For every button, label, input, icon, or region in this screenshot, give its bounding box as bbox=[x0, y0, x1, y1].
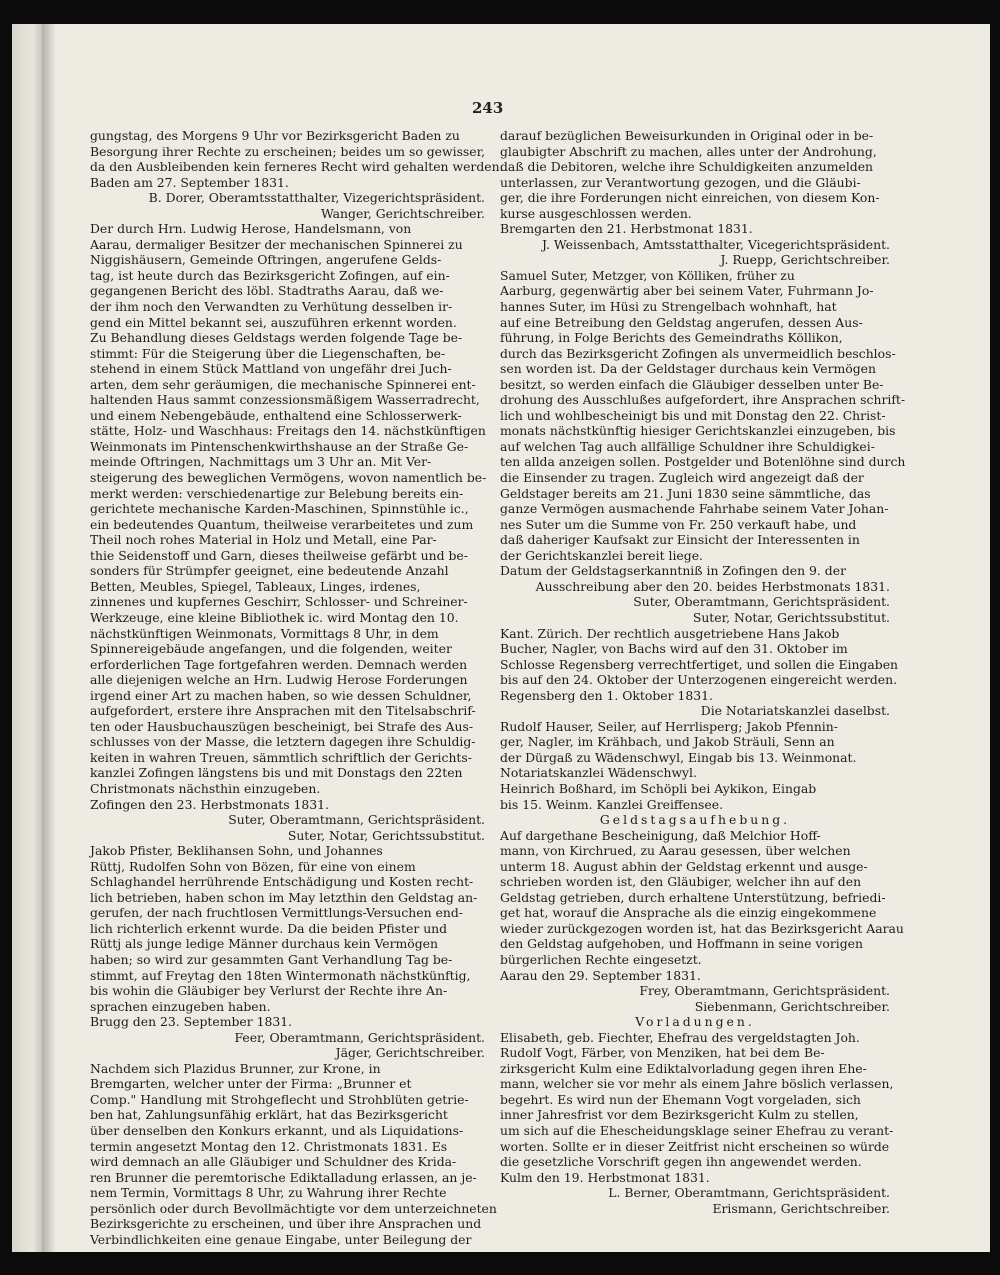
text-line: arten, dem sehr geräumigen, die mechanische Spinnerei ent- bbox=[90, 376, 476, 392]
text-line: meinde Oftringen, Nachmittags um 3 Uhr an. Mit Ver- bbox=[90, 454, 432, 470]
text-line: tag, ist heute durch das Bezirksgericht Zofingen, auf ein- bbox=[90, 267, 450, 283]
text-line: Ausschreibung aber den 20. beides Herbstmonats 1831. bbox=[535, 578, 890, 594]
text-line: gungstag, des Morgens 9 Uhr vor Bezirksgericht Baden zu bbox=[90, 128, 460, 143]
text-line: Kulm den 19. Herbstmonat 1831. bbox=[500, 1169, 710, 1185]
text-line: der ihm noch den Verwandten zu Verhütung desselben ir- bbox=[90, 299, 453, 315]
text-line: schlusses von der Masse, die letztern dagegen ihre Schuldig- bbox=[90, 734, 476, 750]
text-line: keiten in wahren Treuen, sämmtlich schriftlich der Gerichts- bbox=[90, 749, 472, 765]
text-line: Brugg den 23. September 1831. bbox=[90, 1014, 293, 1030]
text-line: ren Brunner die peremtorische Ediktalladung erlassen, an je- bbox=[90, 1169, 477, 1185]
text-line: der Dürgaß zu Wädenschwyl, Eingab bis 13. Weinmonat. bbox=[500, 749, 857, 765]
text-line: aufgefordert, erstere ihre Ansprachen mit den Titelsabschrif- bbox=[90, 703, 476, 719]
text-line: stimmt: Für die Steigerung über die Liegenschaften, be- bbox=[90, 345, 446, 361]
text-line: nächstkünftigen Weinmonats, Vormittags 8 Uhr, in dem bbox=[90, 625, 439, 641]
text-line: Werkzeuge, eine kleine Bibliothek ic. wird Montag den 10. bbox=[90, 609, 459, 625]
text-line: Comp." Handlung mit Strohgeflecht und Strohblüten getrie- bbox=[90, 1091, 469, 1107]
text-line: sonders für Strümpfer geeignet, eine bedeutende Anzahl bbox=[90, 563, 449, 579]
text-line: Jakob Pfister, Beklihansen Sohn, und Johannes bbox=[90, 843, 383, 859]
text-line: L. Berner, Oberamtmann, Gerichtspräsident. bbox=[608, 1185, 890, 1201]
text-line: unterlassen, zur Verantwortung gezogen, und die Gläubi- bbox=[500, 174, 861, 190]
newspaper-page bbox=[12, 24, 990, 1252]
text-line: Verbindlichkeiten eine genaue Eingabe, unter Beilegung der bbox=[90, 1231, 472, 1247]
text-line: bis auf den 24. Oktober der Unterzogenen eingereicht werden. bbox=[500, 672, 898, 688]
text-line: Der durch Hrn. Ludwig Herose, Handelsmann, von bbox=[90, 221, 412, 237]
text-line: sen worden ist. Da der Geldstager durchaus kein Vermögen bbox=[500, 361, 876, 377]
text-line: die Einsender zu tragen. Zugleich wird angezeigt daß der bbox=[500, 470, 864, 486]
text-line: steigerung des beweglichen Vermögens, wovon namentlich be- bbox=[90, 470, 487, 486]
text-line: bis wohin die Gläubiger bey Verlurst der Rechte ihre An- bbox=[90, 983, 448, 999]
text-line: mann, von Kirchrued, zu Aarau gesessen, über welchen bbox=[500, 843, 851, 859]
text-line: gerufen, der nach fruchtlosen Vermittlungs-Versuchen end- bbox=[90, 905, 463, 921]
text-line: Geldstager bereits am 21. Juni 1830 seine sämmtliche, das bbox=[500, 485, 871, 501]
text-line: lich richterlich erkennt wurde. Da die beiden Pfister und bbox=[90, 920, 448, 936]
text-line: Bremgarten, welcher unter der Firma: „Brunner et bbox=[90, 1076, 412, 1092]
text-line: wieder zurückgezogen worden ist, hat das Bezirksgericht Aarau bbox=[500, 920, 904, 936]
text-line: irgend einer Art zu machen haben, so wie dessen Schuldner, bbox=[90, 687, 472, 703]
text-line: Heinrich Boßhard, im Schöpli bei Aykikon, Eingab bbox=[500, 780, 817, 796]
text-line: stätte, Holz- und Waschhaus: Freitags den 14. nächstkünftigen bbox=[90, 423, 486, 439]
text-line: gend ein Mittel bekannt sei, auszuführen erkennt worden. bbox=[90, 314, 457, 330]
text-line: ganze Vermögen ausmachende Fahrhabe seinem Vater Johan- bbox=[500, 501, 889, 517]
text-line: Regensberg den 1. Oktober 1831. bbox=[500, 687, 713, 703]
text-line: Zofingen den 23. Herbstmonats 1831. bbox=[90, 796, 329, 812]
text-line: haltenden Haus sammt conzessionsmäßigem Wasserradrecht, bbox=[90, 392, 480, 408]
text-line: B. Dorer, Oberamtsstatthalter, Vizegerichtspräsident. bbox=[148, 190, 485, 206]
text-line: auf welchen Tag auch allfällige Schuldner ihre Schuldigkei- bbox=[500, 438, 875, 454]
text-line: darauf bezüglichen Beweisurkunden in Original oder in be- bbox=[500, 128, 874, 143]
text-line: thie Seidenstoff und Garn, dieses theilweise gefärbt und be- bbox=[90, 547, 468, 563]
previous-page-edge bbox=[12, 24, 42, 1252]
text-line: den Geldstag aufgehoben, und Hoffmann in seine vorigen bbox=[500, 936, 863, 952]
left-column bbox=[90, 128, 504, 1247]
text-line: Notariatskanzlei Wädenschwyl. bbox=[500, 765, 697, 781]
text-line: der Gerichtskanzlei bereit liege. bbox=[500, 547, 703, 563]
text-line: worten. Sollte er in dieser Zeitfrist nicht erscheinen so würde bbox=[500, 1138, 890, 1154]
text-line: ger, die ihre Forderungen nicht einreichen, von diesem Kon- bbox=[500, 190, 880, 206]
text-line: Geldstagsaufhebung. bbox=[599, 812, 791, 828]
text-line: daß die Debitoren, welche ihre Schuldigkeiten anzumelden bbox=[500, 159, 874, 175]
text-line: inner Jahresfrist vor dem Bezirksgericht Kulm zu stellen, bbox=[500, 1107, 859, 1123]
text-line: kurse ausgeschlossen werden. bbox=[500, 205, 692, 221]
text-line: merkt werden: verschiedenartige zur Belebung bereits ein- bbox=[90, 485, 464, 501]
text-line: Spinnereigebäude angefangen, und die folgenden, weiter bbox=[90, 641, 452, 657]
text-line: Feer, Oberamtmann, Gerichtspräsident. bbox=[234, 1029, 485, 1045]
text-line: Erismann, Gerichtschreiber. bbox=[712, 1200, 890, 1216]
text-line: stehend in einem Stück Mattland von ungefähr drei Juch- bbox=[90, 361, 452, 377]
text-line: Weinmonats im Pintenschenkwirthshause an der Straße Ge- bbox=[90, 438, 469, 454]
text-line: wird demnach an alle Gläubiger und Schuldner des Krida- bbox=[90, 1154, 457, 1170]
text-line: führung, in Folge Berichts des Gemeindraths Köllikon, bbox=[500, 330, 843, 346]
text-line: begehrt. Es wird nun der Ehemann Vogt vorgeladen, sich bbox=[500, 1091, 861, 1107]
text-line: Suter, Oberamtmann, Gerichtspräsident. bbox=[228, 812, 485, 828]
text-line: Theil noch rohes Material in Holz und Metall, eine Par- bbox=[90, 532, 437, 548]
text-line: um sich auf die Ehescheidungsklage seiner Ehefrau zu verant- bbox=[500, 1123, 894, 1138]
text-line: da den Ausbleibenden kein ferneres Recht wird gehalten werden. bbox=[90, 159, 504, 175]
text-line: alle diejenigen welche an Hrn. Ludwig Herose Forderungen bbox=[90, 672, 468, 688]
text-line: schrieben worden ist, den Gläubiger, welcher ihn auf den bbox=[500, 874, 862, 890]
text-line: stimmt, auf Freytag den 18ten Wintermonath nächstkünftig, bbox=[90, 967, 471, 983]
text-line: bürgerlichen Rechte eingesetzt. bbox=[500, 951, 702, 967]
text-line: Schlosse Regensberg verrechtfertiget, und sollen die Eingaben bbox=[500, 656, 899, 672]
text-line: gegangenen Bericht des löbl. Stadtraths Aarau, daß we- bbox=[90, 283, 444, 299]
text-line: hannes Suter, im Hüsi zu Strengelbach wohnhaft, hat bbox=[500, 299, 837, 315]
text-line: Geldstag getrieben, durch erhaltene Unterstützung, befriedi- bbox=[500, 889, 886, 905]
text-line: ger, Nagler, im Krähbach, und Jakob Sträuli, Senn an bbox=[500, 734, 835, 750]
page-number: 243 bbox=[472, 99, 504, 117]
text-line: gerichtete mechanische Karden-Maschinen, Spinnstühle ic., bbox=[90, 501, 469, 517]
text-line: daß daheriger Kaufsakt zur Einsicht der Interessenten in bbox=[500, 532, 860, 548]
text-line: Baden am 27. September 1831. bbox=[90, 174, 289, 190]
text-line: Bucher, Nagler, von Bachs wird auf den 31. Oktober im bbox=[500, 641, 848, 657]
text-line: sprachen einzugeben haben. bbox=[90, 998, 271, 1014]
text-line: Aarburg, gegenwärtig aber bei seinem Vater, Fuhrmann Jo- bbox=[500, 283, 874, 299]
text-line: drohung des Ausschlußes aufgefordert, ihre Ansprachen schrift- bbox=[500, 392, 906, 408]
text-line: persönlich oder durch Bevollmächtigte vor dem unterzeichneten bbox=[90, 1200, 497, 1216]
text-line: lich betrieben, haben schon im May letzthin den Geldstag an- bbox=[90, 889, 478, 905]
text-line: Christmonats nächsthin einzugeben. bbox=[90, 780, 321, 796]
text-line: Auf dargethane Bescheinigung, daß Melchior Hoff- bbox=[500, 827, 821, 843]
text-line: Aarau den 29. September 1831. bbox=[500, 967, 701, 983]
text-line: Suter, Notar, Gerichtssubstitut. bbox=[287, 827, 485, 843]
text-line: Niggishäusern, Gemeinde Oftringen, angerufene Gelds- bbox=[90, 252, 442, 268]
text-line: haben; so wird zur gesammten Gant Verhandlung Tag be- bbox=[90, 951, 453, 967]
text-line: und einem Nebengebäude, enthaltend eine Schlosserwerk- bbox=[90, 407, 462, 423]
text-line: Datum der Geldstagserkanntniß in Zofingen den 9. der bbox=[500, 563, 846, 579]
text-line: mann, welcher sie vor mehr als einem Jahre böslich verlassen, bbox=[500, 1076, 894, 1092]
text-line: Zu Behandlung dieses Geldstags werden folgende Tage be- bbox=[90, 330, 463, 346]
text-line: Rudolf Hauser, Seiler, auf Herrlisperg; Jakob Pfennin- bbox=[500, 718, 838, 734]
text-line: Frey, Oberamtmann, Gerichtspräsident. bbox=[639, 983, 890, 999]
text-line: Bezirksgerichte zu erscheinen, und über ihre Ansprachen und bbox=[90, 1216, 482, 1232]
text-line: nem Termin, Vormittags 8 Uhr, zu Wahrung ihrer Rechte bbox=[90, 1185, 447, 1201]
text-line: ben hat, Zahlungsunfähig erklärt, hat das Bezirksgericht bbox=[90, 1107, 448, 1123]
text-line: get hat, worauf die Ansprache als die einzig eingekommene bbox=[500, 905, 877, 921]
text-line: zirksgericht Kulm eine Ediktalvorladung gegen ihren Ehe- bbox=[500, 1060, 867, 1076]
text-line: Bremgarten den 21. Herbstmonat 1831. bbox=[500, 221, 753, 237]
text-line: Elisabeth, geb. Fiechter, Ehefrau des vergeldstagten Joh. bbox=[500, 1029, 860, 1045]
text-line: J. Weissenbach, Amtsstatthalter, Vicegerichtspräsident. bbox=[542, 236, 890, 252]
text-line: Schlaghandel herrührende Entschädigung und Kosten recht- bbox=[90, 874, 474, 890]
text-line: Siebenmann, Gerichtschreiber. bbox=[694, 998, 890, 1014]
text-line: kanzlei Zofingen längstens bis und mit Donstags den 22ten bbox=[90, 765, 463, 781]
text-line: Rüttj, Rudolfen Sohn von Bözen, für eine von einem bbox=[90, 858, 416, 874]
text-line: besitzt, so werden einfach die Gläubiger desselben unter Be- bbox=[500, 376, 884, 392]
text-line: die gesetzliche Vorschrift gegen ihn angewendet werden. bbox=[500, 1154, 862, 1170]
text-line: termin angesetzt Montag den 12. Christmonats 1831. Es bbox=[90, 1138, 448, 1154]
text-line: Betten, Meubles, Spiegel, Tableaux, Linges, irdenes, bbox=[90, 578, 421, 594]
text-line: Samuel Suter, Metzger, von Kölliken, früher zu bbox=[500, 267, 795, 283]
text-line: J. Ruepp, Gerichtschreiber. bbox=[720, 252, 890, 268]
text-line: lich und wohlbescheinigt bis und mit Donstag den 22. Christ- bbox=[500, 407, 886, 423]
text-line: zinnenes und kupfernes Geschirr, Schlosser- und Schreiner- bbox=[90, 594, 468, 610]
binding-shadow bbox=[42, 24, 56, 1252]
text-line: unterm 18. August abhin der Geldstag erkennt und ausge- bbox=[500, 858, 868, 874]
text-line: erforderlichen Tage fortgefahren werden. Demnach werden bbox=[90, 656, 468, 672]
text-line: Besorgung ihrer Rechte zu erscheinen; beides um so gewisser, bbox=[90, 143, 486, 159]
text-line: monats nächstkünftig hiesiger Gerichtskanzlei einzugeben, bis bbox=[500, 423, 896, 439]
text-line: Suter, Notar, Gerichtssubstitut. bbox=[692, 609, 890, 625]
text-line: durch das Bezirksgericht Zofingen als unvermeidlich beschlos- bbox=[500, 345, 896, 361]
text-line: Aarau, dermaliger Besitzer der mechanischen Spinnerei zu bbox=[90, 236, 463, 252]
text-line: Rüttj als junge ledige Männer durchaus kein Vermögen bbox=[90, 936, 438, 952]
text-line: Nachdem sich Plazidus Brunner, zur Krone, in bbox=[90, 1060, 381, 1076]
text-line: Jäger, Gerichtschreiber. bbox=[335, 1045, 485, 1061]
text-line: über denselben den Konkurs erkannt, und als Liquidations- bbox=[90, 1123, 464, 1138]
text-line: ein bedeutendes Quantum, theilweise verarbeitetes und zum bbox=[90, 516, 474, 532]
text-line: auf eine Betreibung den Geldstag angerufen, dessen Aus- bbox=[500, 314, 863, 330]
text-line: Wanger, Gerichtschreiber. bbox=[320, 205, 485, 221]
text-line: bis 15. Weinm. Kanzlei Greiffensee. bbox=[500, 796, 724, 812]
text-line: Suter, Oberamtmann, Gerichtspräsident. bbox=[633, 594, 890, 610]
text-line: Vorladungen. bbox=[635, 1014, 755, 1030]
text-line: ten oder Hausbuchauszügen bescheinigt, bei Strafe des Aus- bbox=[90, 718, 474, 734]
text-line: Rudolf Vogt, Färber, von Menziken, hat bei dem Be- bbox=[500, 1045, 825, 1061]
right-column bbox=[500, 128, 906, 1218]
text-line: nes Suter um die Summe von Fr. 250 verkauft habe, und bbox=[500, 516, 857, 532]
text-line: Kant. Zürich. Der rechtlich ausgetriebene Hans Jakob bbox=[500, 625, 840, 641]
text-line: Die Notariatskanzlei daselbst. bbox=[700, 703, 890, 719]
text-line: ten allda anzeigen sollen. Postgelder und Botenlöhne sind durch bbox=[500, 454, 906, 470]
text-line: glaubigter Abschrift zu machen, alles unter der Androhung, bbox=[500, 143, 877, 159]
